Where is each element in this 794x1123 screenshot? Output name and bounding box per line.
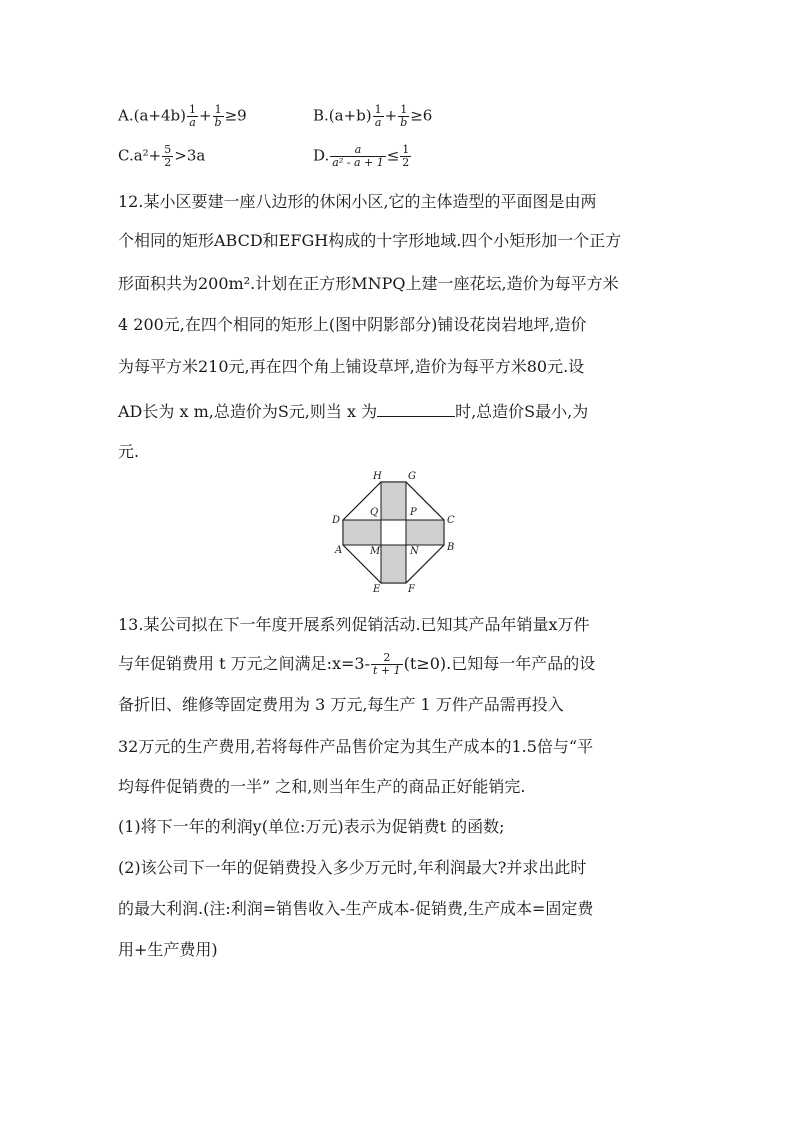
octagon-cross-figure xyxy=(330,468,470,594)
q13-line-9: 用+生产费用) xyxy=(118,940,218,959)
option-b-prefix: B.(a+b) xyxy=(313,106,372,125)
square-mnpq xyxy=(381,520,406,545)
label-m: M xyxy=(370,546,381,557)
q12-line-6 xyxy=(118,400,588,422)
label-h: H xyxy=(373,471,382,482)
q13-line-5: 均每件促销费的一半” 之和,则当年生产的商品正好能销完. xyxy=(118,777,526,796)
frac-den: b xyxy=(214,116,222,129)
frac-den: 2 xyxy=(402,156,410,169)
frac-num: 1 xyxy=(398,104,409,117)
frac-num: 1 xyxy=(188,103,196,116)
option-b-suffix: ≥6 xyxy=(410,106,433,125)
q13-line-2 xyxy=(118,652,595,677)
q13-line-7: (2)该公司下一年的促销费投入多少万元时,年利润最大?并求出此时 xyxy=(118,858,587,877)
option-a xyxy=(118,104,247,129)
label-q: Q xyxy=(370,507,379,518)
frac-den: a² - a + 1 xyxy=(332,156,384,169)
frac-num: 1 xyxy=(374,103,382,116)
q12-line-2: 个相同的矩形ABCD和EFGH构成的十字形地域.四个小矩形加一个正方 xyxy=(118,231,622,250)
frac-num: 1 xyxy=(213,104,224,117)
option-d-frac2 xyxy=(400,144,411,169)
frac-den: b xyxy=(400,116,408,129)
q13-line-4: 32万元的生产费用,若将每件产品售价定为其生产成本的1.5倍与“平 xyxy=(118,737,594,756)
q13-line-2-part-a: 与年促销费用 t 万元之间满足:x=3- xyxy=(118,654,371,673)
frac-den: a xyxy=(374,116,382,129)
plus-sign: + xyxy=(198,106,212,125)
option-d-relation: ≤ xyxy=(386,146,400,165)
label-e: E xyxy=(373,584,381,594)
option-b xyxy=(313,104,432,129)
shaded-rect-right xyxy=(406,520,444,545)
q12-line-6-part-b: 时,总造价S最小,为 xyxy=(455,402,589,421)
label-b: B xyxy=(447,542,455,553)
q12-line-7: 元. xyxy=(118,442,140,461)
option-a-frac2 xyxy=(213,104,224,129)
label-d: D xyxy=(332,515,341,526)
shaded-rect-left xyxy=(343,520,381,545)
frac-num: 5 xyxy=(164,143,172,156)
answer-blank[interactable] xyxy=(377,400,455,417)
q13-fraction xyxy=(371,652,403,677)
option-b-frac1 xyxy=(373,104,384,129)
q12-line-3: 形面积共为200m².计划在正方形MNPQ上建一座花坛,造价为每平方米 xyxy=(118,274,619,293)
frac-den: 2 xyxy=(164,156,172,169)
label-n: N xyxy=(410,546,419,557)
q12-line-6-part-a: AD长为 x m,总造价为S元,则当 x 为 xyxy=(118,402,378,421)
q12-line-4: 4 200元,在四个相同的矩形上(图中阴影部分)铺设花岗岩地坪,造价 xyxy=(118,315,587,334)
option-c-frac xyxy=(162,144,173,169)
frac-num: a xyxy=(330,144,385,157)
plus-sign: + xyxy=(384,106,398,125)
option-a-suffix: ≥9 xyxy=(224,106,247,125)
label-p: P xyxy=(410,507,417,518)
option-c-prefix: C.a²+ xyxy=(118,146,162,165)
q13-line-6: (1)将下一年的利润y(单位:万元)表示为促销费t 的函数; xyxy=(118,817,505,836)
option-d xyxy=(313,144,412,169)
option-a-prefix: A.(a+4b) xyxy=(118,106,186,125)
shaded-rect-bottom xyxy=(381,545,406,583)
label-f: F xyxy=(408,584,415,594)
q13-line-3: 备折旧、维修等固定费用为 3 万元,每生产 1 万件产品需再投入 xyxy=(118,695,564,714)
label-g: G xyxy=(408,471,416,482)
frac-num: 1 xyxy=(402,143,410,156)
q13-line-2-part-b: (t≥0).已知每一年产品的设 xyxy=(403,654,596,673)
label-a: A xyxy=(335,545,343,556)
option-c-suffix: >3a xyxy=(174,146,206,165)
q12-line-5: 为每平方米210元,再在四个角上铺设草坪,造价为每平方米80元.设 xyxy=(118,357,585,376)
frac-den: t + 1 xyxy=(373,664,401,677)
option-d-frac1 xyxy=(330,144,385,169)
q13-line-8: 的最大利润.(注:利润=销售收入-生产成本-促销费,生产成本=固定费 xyxy=(118,899,594,918)
shaded-rect-top xyxy=(381,482,406,520)
option-c xyxy=(118,144,205,169)
frac-num: 2 xyxy=(371,652,403,665)
option-a-frac1 xyxy=(187,104,198,129)
q12-line-1: 12.某小区要建一座八边形的休闲小区,它的主体造型的平面图是由两 xyxy=(118,192,597,211)
option-b-frac2 xyxy=(398,104,409,129)
label-c: C xyxy=(447,515,455,526)
q13-line-1: 13.某公司拟在下一年度开展系列促销活动.已知其产品年销量x万件 xyxy=(118,615,590,634)
option-d-prefix: D. xyxy=(313,146,330,165)
frac-den: a xyxy=(189,116,196,129)
